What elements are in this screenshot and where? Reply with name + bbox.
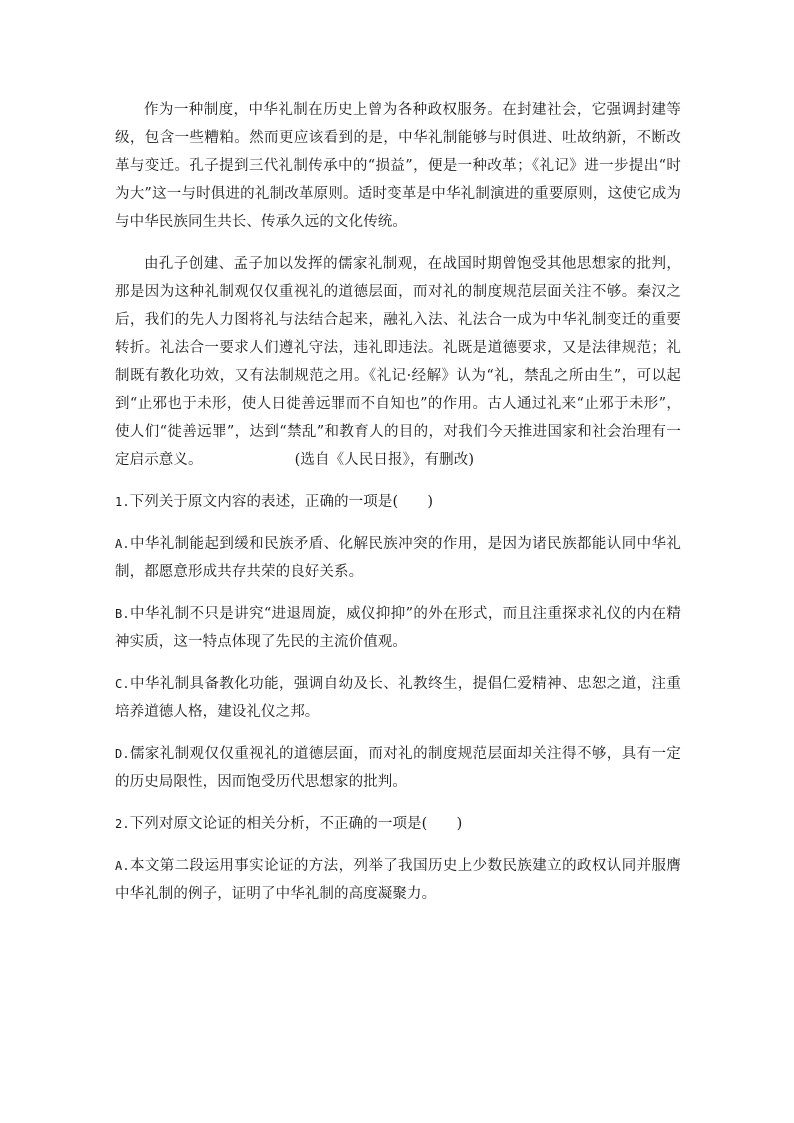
question-1 <box>115 488 681 516</box>
option-text: 中华礼制能起到缓和民族矛盾、化解民族冲突的作用，是因为诸民族都能认同中华礼制，都愿意形成共存共荣的良好关系。 <box>115 536 681 580</box>
option-text: 本文第二段运用事实论证的方法，列举了我国历史上少数民族建立的政权认同并服膺中华礼制的例子，证明了中华礼制的高度凝聚力。 <box>115 858 681 902</box>
option-letter: A. <box>115 537 130 551</box>
question-2 <box>115 810 681 838</box>
option-text: 中华礼制具备教化功能，强调自幼及长、礼教终生，提倡仁爱精神、忠恕之道，注重培养道德人格，建设礼仪之邦。 <box>115 676 681 720</box>
option-letter: C. <box>115 677 130 691</box>
paragraph-2 <box>115 250 681 474</box>
question-1-option-a <box>115 530 681 586</box>
question-1-number: 1. <box>115 495 130 509</box>
option-text: 中华礼制不只是讲究“进退周旋，威仪抑抑”的外在形式，而且注重探求礼仪的内在精神实质，这一特点体现了先民的主流价值观。 <box>115 606 681 650</box>
option-text: 儒家礼制观仅仅重视礼的道德层面，而对礼的制度规范层面却关注得不够，具有一定的历史局限性，因而饱受历代思想家的批判。 <box>115 746 681 790</box>
option-letter: A. <box>115 859 130 873</box>
question-2-stem: 下列对原文论证的相关分析，不正确的一项是( ) <box>129 816 463 832</box>
document-body <box>115 96 681 922</box>
option-letter: B. <box>115 607 130 621</box>
question-1-option-d <box>115 740 681 796</box>
paragraph-1 <box>115 96 681 236</box>
option-letter: D. <box>115 747 130 761</box>
question-1-option-b <box>115 600 681 656</box>
paragraph-1-text: 作为一种制度，中华礼制在历史上曾为各种政权服务。在封建社会，它强调封建等级，包含一些糟粕。然而更应该看到的是，中华礼制能够与时俱进、吐故纳新，不断改革与变迁。孔子提到三代礼制传承中的“损益”，便是一种改革；《礼记》进一步提出“时为大”这一与时俱进的礼制改革原则。适时变革是中华礼制演进的重要原则，这使它成为与中华民族同生共长、传承久远的文化传统。 <box>115 102 681 230</box>
paragraph-2-text: 由孔子创建、孟子加以发挥的儒家礼制观，在战国时期曾饱受其他思想家的批判，那是因为这种礼制观仅仅重视礼的道德层面，而对礼的制度规范层面关注不够。秦汉之后，我们的先人力图将礼与法结合起来，融礼入法、礼法合一成为中华礼制变迁的重要转折。礼法合一要求人们遵礼守法，违礼即违法。礼既是道德要求，又是法律规范；礼制既有教化功效，又有法制规范之用。《礼记·经解》认为“礼，禁乱之所由生”，可以起到“止邪也于未形，使人日徙善远罪而不自知也”的作用。古人通过礼来“止邪于未形”，使人们“徙善远罪”，达到“禁乱”和教育人的目的，对我们今天推进国家和社会治理有一定启示意义。 <box>115 256 681 468</box>
question-1-option-c <box>115 670 681 726</box>
question-2-option-a <box>115 852 681 908</box>
source-note: (选自《人民日报》，有删改) <box>294 452 475 468</box>
question-1-stem: 下列关于原文内容的表述，正确的一项是( ) <box>129 494 434 510</box>
question-2-number: 2. <box>115 817 130 831</box>
